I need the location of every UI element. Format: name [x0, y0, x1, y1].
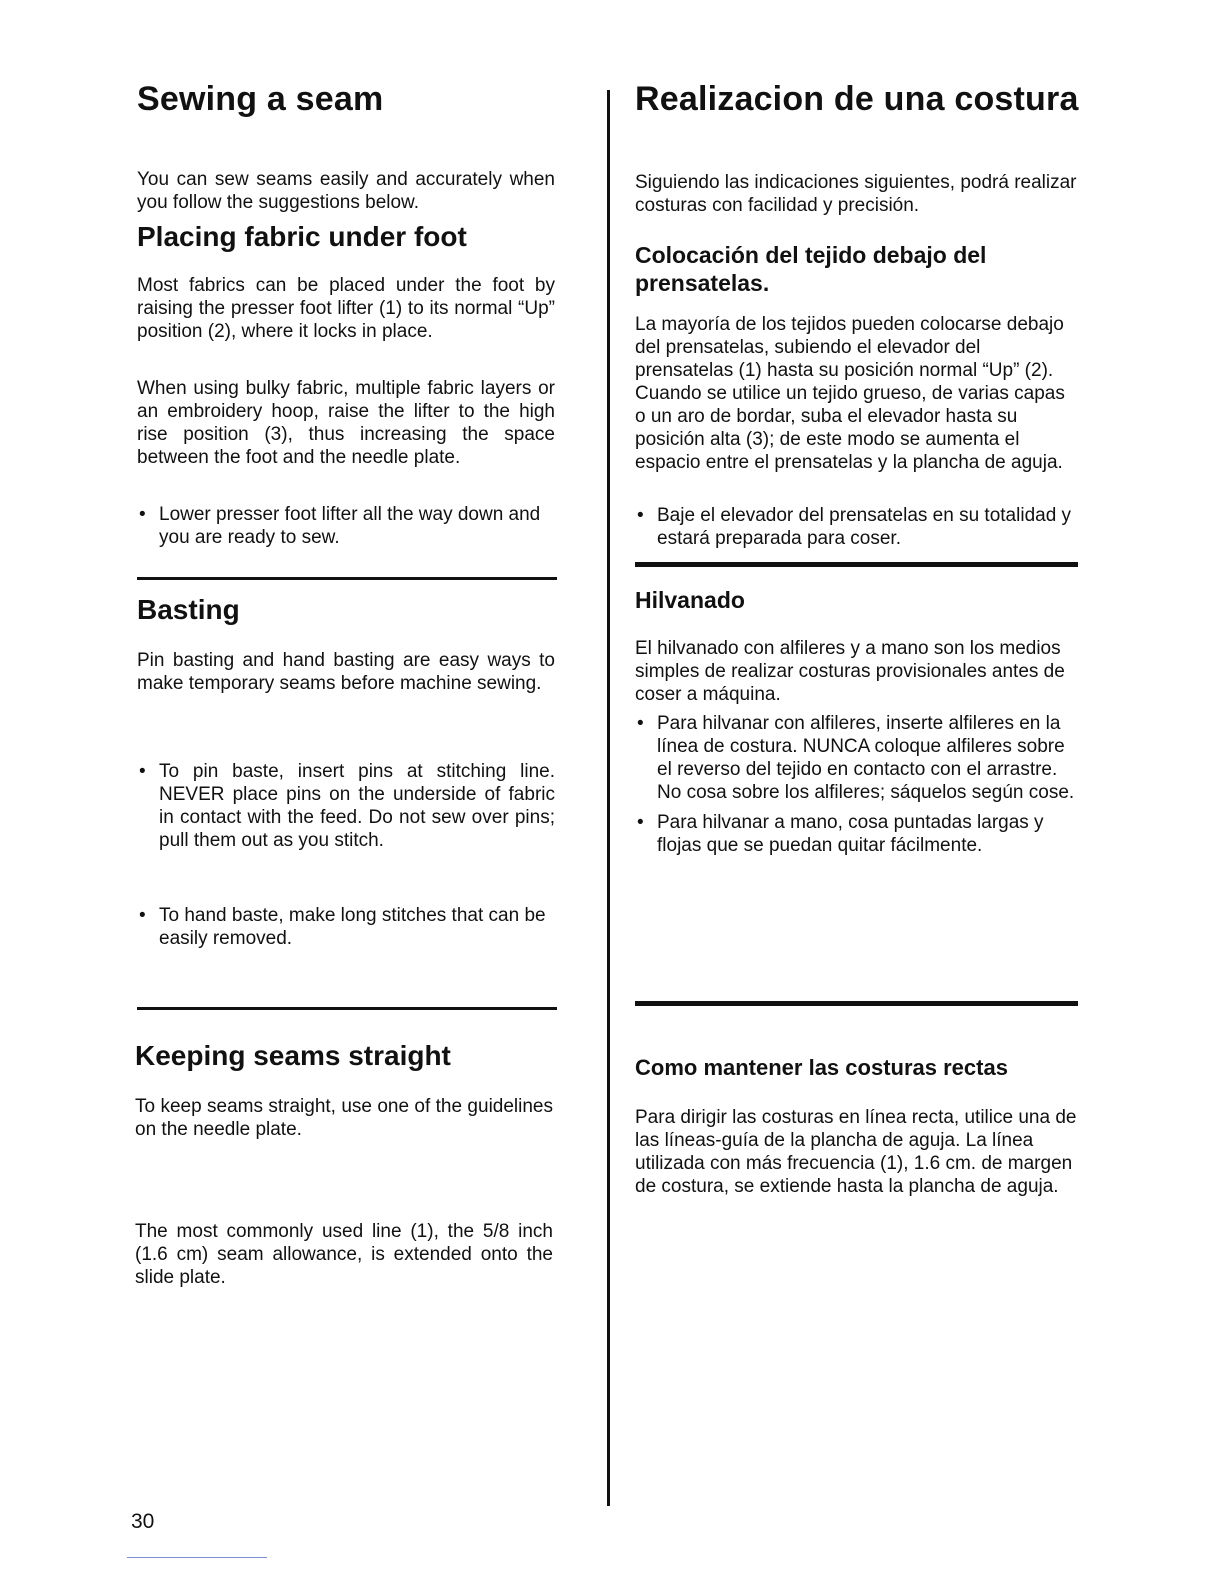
paragraph-keeping-straight-2: The most commonly used line (1), the 5/8 inch (1.6 cm) seam allowance, is extended onto the slide plate.: [135, 1221, 553, 1288]
footer-line: [127, 1557, 267, 1558]
list-item-text: Para hilvanar a mano, cosa puntadas largas y flojas que se puedan quitar fácilmente.: [657, 812, 1044, 856]
bullet-icon: •: [637, 505, 644, 526]
heading-keeping-seams-straight: Keeping seams straight: [135, 1040, 451, 1071]
intro-realizacion: Siguiendo las indicaciones siguientes, podrá realizar costuras con facilidad y precisión.: [635, 172, 1077, 216]
list-item-text: To pin baste, insert pins at stitching line. NEVER place pins on the underside of fabric in contact with the feed. Do not sew over pins; pull them out as you stitch.: [159, 761, 555, 851]
bullet-list-hilvanado: [635, 712, 1080, 864]
list-item: [635, 504, 1080, 550]
bullet-list-basting-2: [137, 904, 555, 957]
section-divider-rule: [635, 562, 1078, 567]
title-realizacion: Realizacion de una costura: [635, 80, 1079, 118]
heading-colocacion: Colocación del tejido debajo del prensatelas.: [635, 242, 987, 296]
list-item: [137, 760, 555, 852]
page-number: 30: [131, 1510, 155, 1533]
section-divider-rule: [137, 1007, 557, 1010]
heading-placing-fabric: Placing fabric under foot: [137, 221, 467, 252]
bullet-icon: •: [139, 504, 146, 525]
paragraph-basting: Pin basting and hand basting are easy ways to make temporary seams before machine sewing.: [137, 650, 555, 694]
heading-como-mantener: Como mantener las costuras rectas: [635, 1055, 1008, 1080]
heading-basting: Basting: [137, 594, 240, 625]
list-item-text: Para hilvanar con alfileres, inserte alfileres en la línea de costura. NUNCA coloque alfileres sobre el reverso del tejido en contacto con el arrastre. No cosa sobre los alfileres; sáquelos según cose.: [657, 713, 1075, 803]
paragraph-keeping-straight-1: To keep seams straight, use one of the guidelines on the needle plate.: [135, 1096, 553, 1140]
intro-sewing-a-seam: You can sew seams easily and accurately when you follow the suggestions below.: [137, 169, 555, 213]
paragraph-como-mantener: Para dirigir las costuras en línea recta, utilice una de las líneas-guía de la plancha de aguja. La línea utilizada con más frecuencia (1), 1.6 cm. de margen de costura, se extiende hasta la plancha de aguja.: [635, 1107, 1077, 1197]
paragraph-placing-fabric-2: When using bulky fabric, multiple fabric layers or an embroidery hoop, raise the lifter to the high rise position (3), thus increasing the space between the foot and the needle plate.: [137, 378, 555, 468]
list-item: [137, 904, 555, 950]
column-divider: [607, 90, 610, 1506]
bullet-icon: •: [637, 713, 644, 734]
list-item: [635, 811, 1080, 857]
section-divider-rule: [137, 577, 557, 580]
heading-hilvanado: Hilvanado: [635, 587, 745, 613]
bullet-icon: •: [139, 761, 146, 782]
bullet-list-placing-fabric: [137, 503, 555, 556]
section-divider-rule: [635, 1001, 1078, 1006]
bullet-list-colocacion: [635, 504, 1080, 557]
bullet-list-basting-1: [137, 760, 555, 859]
list-item-text: Baje el elevador del prensatelas en su totalidad y estará preparada para coser.: [657, 505, 1072, 549]
list-item-text: To hand baste, make long stitches that can be easily removed.: [159, 905, 546, 949]
paragraph-colocacion: La mayoría de los tejidos pueden colocarse debajo del prensatelas, subiendo el elevador del prensatelas (1) hasta su posición normal “Up” (2). Cuando se utilice un tejido grueso, de varias capas o un aro de bordar, suba el elevador hasta su posición alta (3); de este modo se aumenta el espacio entre el prensatelas y la plancha de aguja.: [635, 314, 1065, 473]
list-item-text: Lower presser foot lifter all the way down and you are ready to sew.: [159, 504, 541, 548]
paragraph-hilvanado: El hilvanado con alfileres y a mano son los medios simples de realizar costuras provisionales antes de coser a máquina.: [635, 638, 1065, 705]
list-item: [137, 503, 555, 549]
bullet-icon: •: [139, 905, 146, 926]
title-sewing-a-seam: Sewing a seam: [137, 80, 384, 118]
bullet-icon: •: [637, 812, 644, 833]
paragraph-placing-fabric-1: Most fabrics can be placed under the foot by raising the presser foot lifter (1) to its normal “Up” position (2), where it locks in place.: [137, 275, 555, 342]
list-item: [635, 712, 1080, 804]
